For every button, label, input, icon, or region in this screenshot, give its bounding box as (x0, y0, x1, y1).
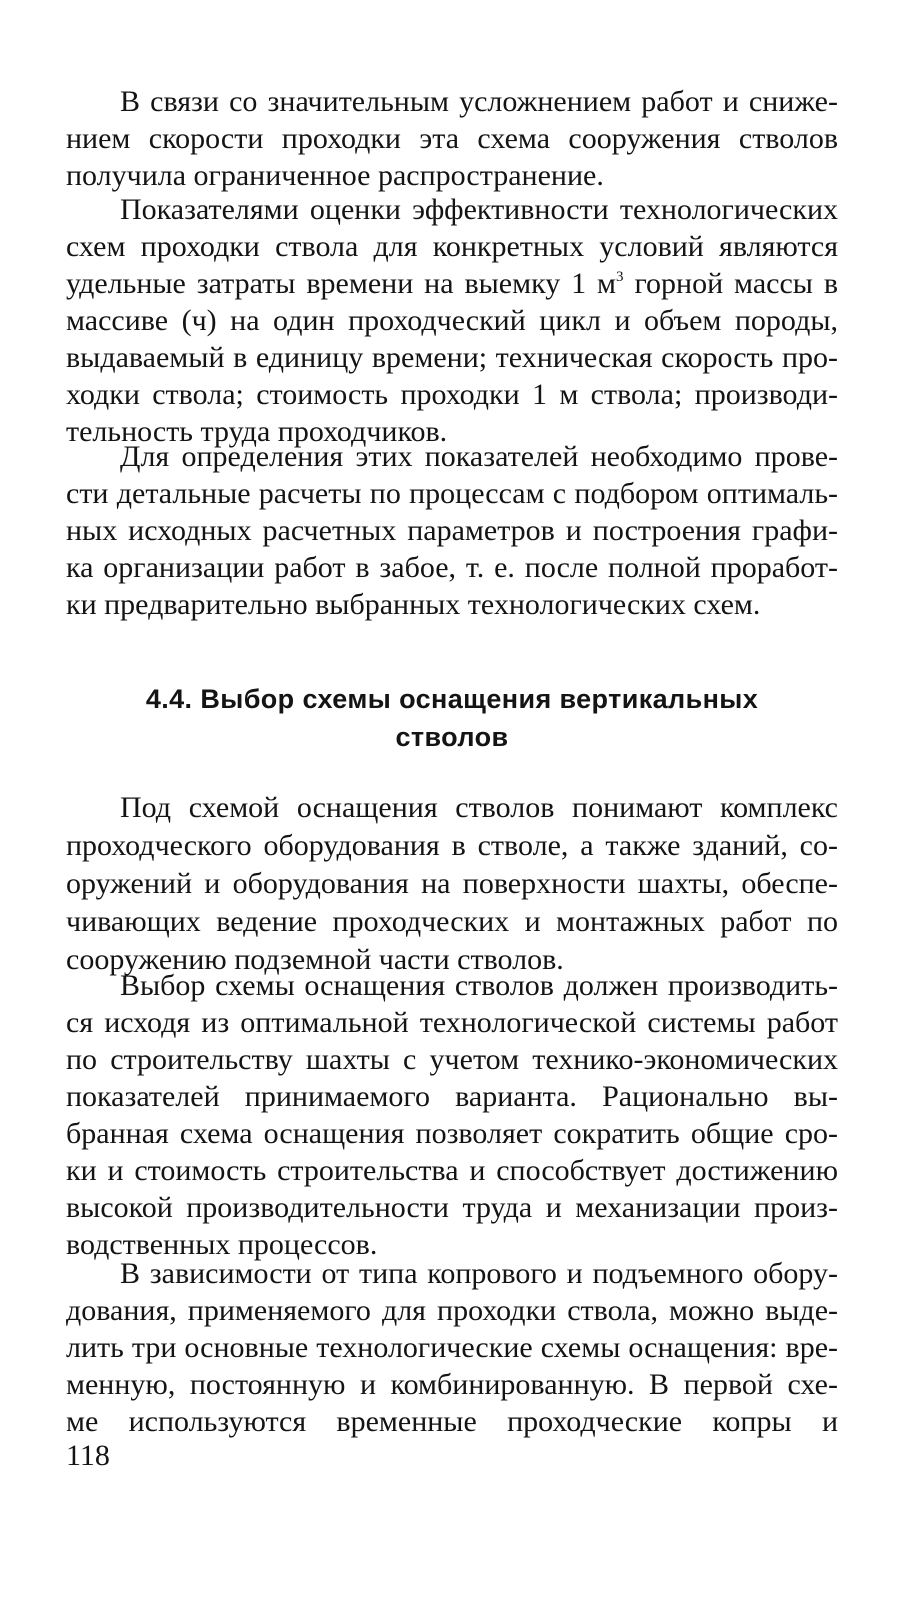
text-line: Показателями оценки эффективности технологических (120, 193, 838, 226)
text-fragment: горной массы в (623, 267, 839, 300)
text-line: высокой производительности труда и механизации произ- (66, 1191, 838, 1224)
text-line: ки и стоимость строительства и способствует достижению (66, 1154, 838, 1187)
text-line: В зависимости от типа копрового и подъемного обору- (120, 1257, 838, 1290)
text-line: водственных процессов. (66, 1228, 378, 1261)
text-line: схем проходки ствола для конкретных условий являются (66, 230, 838, 263)
text-line: Под схемой оснащения стволов понимают комплекс (120, 791, 838, 824)
superscript: 3 (616, 269, 624, 285)
section-title-line: 4.4. Выбор схемы оснащения вертикальных (145, 684, 759, 714)
text-line: сти детальные расчеты по процессам с подбором оптималь- (66, 477, 838, 510)
text-line: лить три основные технологические схемы оснащения: вре- (66, 1331, 838, 1364)
section-heading (66, 680, 838, 756)
text-line: нием скорости проходки эта схема сооружения стволов (66, 122, 838, 155)
text-line: ка организации работ в забое, т. е. после полной проработ- (66, 551, 838, 584)
text-line: бранная схема оснащения позволяет сократить общие сро- (66, 1117, 838, 1150)
text-line: Выбор схемы оснащения стволов должен производить- (120, 969, 838, 1002)
text-line: сооружению подземной части стволов. (66, 943, 564, 976)
text-line: Для определения этих показателей необходимо прове- (120, 440, 838, 473)
page-number: 118 (66, 1439, 110, 1472)
text-line: оружений и оборудования на поверхности шахты, обеспе- (66, 867, 838, 900)
text-line: ся исходя из оптимальной технологической системы работ (66, 1006, 838, 1039)
text-line (66, 264, 838, 304)
text-line: проходческого оборудования в стволе, а также зданий, со- (66, 829, 838, 862)
text-line: тельность труда проходчиков. (66, 415, 448, 448)
text-line: ходки ствола; стоимость проходки 1 м ствола; производи- (66, 378, 838, 411)
text-line: ки предварительно выбранных технологических схем. (66, 588, 761, 621)
text-line: получила ограниченное распространение. (66, 159, 604, 192)
text-line: показателей принимаемого варианта. Рационально вы- (66, 1080, 838, 1113)
section-title-line: стволов (395, 722, 509, 752)
text-line: массиве (ч) на один проходческий цикл и объем породы, (66, 304, 838, 337)
text-line: выдаваемый в единицу времени; техническая скорость про- (66, 341, 838, 374)
text-line: чивающих ведение проходческих и монтажных работ по (66, 905, 838, 938)
text-line: ных исходных расчетных параметров и построения графи- (66, 514, 838, 547)
text-line: по строительству шахты с учетом технико-экономических (66, 1043, 838, 1076)
text-line: ме используются временные проходческие копры и (66, 1405, 838, 1438)
text-fragment: удельные затраты времени на выемку 1 м (66, 267, 617, 300)
text-line: В связи со значительным усложнением работ и сниже- (120, 85, 838, 118)
text-line: дования, применяемого для проходки ствола, можно выде- (66, 1294, 838, 1327)
text-line: менную, постоянную и комбинированную. В первой схе- (66, 1368, 838, 1401)
